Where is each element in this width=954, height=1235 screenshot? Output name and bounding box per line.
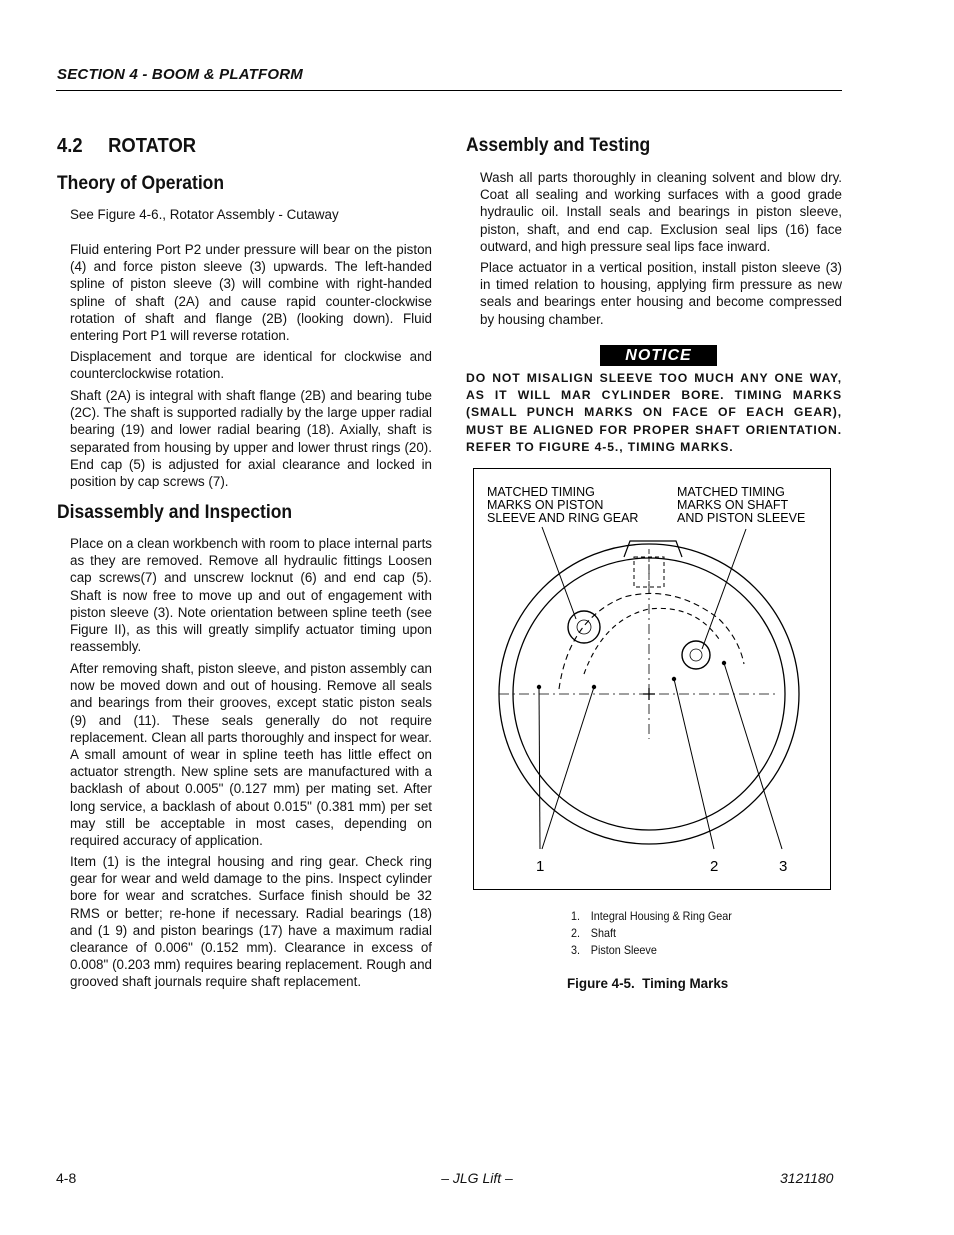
legend-number: 1. [571, 909, 581, 923]
theory-paragraph-3: Shaft (2A) is integral with shaft flange (2B) and bearing tube (2C). The shaft is supported radially by the large upper radial bearing (19) and lower radial bearing (18). Axially, shaft is separated from housing by upper and lower thrust rings (20). End cap (5) is adjusted for axial clearance and locked in position by cap screws (7). [70, 388, 432, 490]
disassembly-paragraph-1: After removing shaft, piston sleeve, and piston assembly can now be moved down and out of housing. Remove all seals and bearings from their grooves, except static piston seals (9) and (11). These seals generally do not require replacement. Clean all parts thoroughly and inspect for wear. A small amount of wear in spline teeth has little effect on actuator strength. New spline sets are manufactured with a backlash of about 0.005" (0.127 mm) per mating set. After long service, a backlash of about 0.015" (0.381 mm) per set may still be acceptable in most cases, depending on required accuracy of application. [70, 661, 432, 849]
callout-right-line-1: MATCHED TIMING [677, 485, 785, 499]
notice-text: DO NOT MISALIGN SLEEVE TOO MUCH ANY ONE WAY, AS IT WILL MAR CYLINDER BORE. TIMING MARKS (SMALL PUNCH MARKS ON FACE OF EACH GEAR), MUST BE ALIGNED FOR PROPER SHAFT ORIENTATION. REFER TO FIGURE 4-5., TIMING MARKS. [466, 371, 842, 454]
leader-1b [542, 687, 594, 849]
item-number-1: 1 [536, 858, 545, 875]
page-number: 4-8 [56, 1170, 77, 1186]
legend-item [571, 925, 732, 942]
section-header: SECTION 4 - BOOM & PLATFORM [57, 66, 303, 83]
leader-left-callout [542, 527, 576, 619]
timing-marks-drawing [474, 469, 830, 889]
theory-paragraph-2: Displacement and torque are identical for clockwise and counterclockwise rotation. [70, 349, 432, 382]
leader-2 [674, 679, 714, 849]
legend-item [571, 942, 732, 959]
legend-label: Piston Sleeve [590, 943, 657, 957]
theory-paragraph-1: Fluid entering Port P2 under pressure will bear on the piston (4) and force piston sleeve (3) upwards. The left-handed spline of piston sleeve (3) will combine with right-handed spline of shaft (2A) and cause rapid counter-clockwise rotation of shaft and flange (2B) (looking down). Fluid entering Port P1 will reverse rotation. [70, 242, 432, 344]
leader-right-callout [702, 529, 746, 649]
ring-gear-teeth [559, 593, 744, 689]
callout-left-line-3: SLEEVE AND RING GEAR [487, 511, 639, 525]
item-number-3: 3 [779, 858, 788, 875]
item-number-2: 2 [710, 858, 719, 875]
legend-label: Integral Housing & Ring Gear [590, 909, 732, 923]
callout-left-line-1: MATCHED TIMING [487, 485, 595, 499]
assembly-paragraph-0: Wash all parts thoroughly in cleaning solvent and blow dry. Coat all sealing and working surfaces with a good grade hydraulic oil. Install seals and bearings in piston sleeve, piston, shaft, and end cap. Exclusion seal lips (16) face outward, and high pressure seal lips face inward. [480, 170, 842, 254]
assembly-heading: Assembly and Testing [466, 135, 651, 156]
theory-heading: Theory of Operation [57, 173, 225, 194]
timing-gear-right [682, 641, 710, 669]
footer-center: – JLG Lift – [441, 1170, 513, 1186]
legend-item [571, 908, 732, 925]
main-heading: 4.2 ROTATOR [57, 135, 197, 157]
leader-3 [724, 663, 782, 849]
figure-legend [571, 908, 750, 959]
disassembly-paragraph-0: Place on a clean workbench with room to place internal parts as they are removed. Remove all hydraulic fittings Loosen cap screws(7) and unscrew locknut (6) and end cap (5). Shaft is now free to move up and out of engagement with piston sleeve (3). Note orientation between spline teeth (see Figure II), as this will greatly simplify actuator timing upon reassembly. [70, 536, 432, 655]
legend-number: 3. [571, 943, 581, 957]
timing-gear-left [568, 611, 600, 643]
figure-caption: Figure 4-5. Timing Marks [567, 976, 729, 991]
disassembly-heading: Disassembly and Inspection [57, 502, 293, 523]
leader-1a [539, 687, 540, 849]
legend-number: 2. [571, 926, 581, 940]
timing-marks-figure [473, 468, 831, 890]
header-rule [56, 90, 842, 91]
callout-left-line-2: MARKS ON PISTON [487, 498, 604, 512]
theory-paragraph-0: See Figure 4-6., Rotator Assembly - Cutaway [70, 207, 339, 222]
document-number: 3121180 [780, 1170, 834, 1186]
disassembly-paragraph-2: Item (1) is the integral housing and ring gear. Check ring gear for wear and weld damage to the pins. Inspect cylinder bore for wear and scratches. Surface finish should be 32 RMS or better; re-hone if necessary. Radial bearings (18) and (1 9) and piston bearings (17) have a maximum radial clearance of 0.006" (0.152 mm). Clearance in excess of 0.008" (0.203 mm) requires bearing replacement. Rough and grooved shaft journals require shaft replacement. [70, 854, 432, 990]
legend-label: Shaft [590, 926, 617, 940]
assembly-paragraph-1: Place actuator in a vertical position, install piston sleeve (3) in timed relation to housing, applying firm pressure as new seals and bearings enter housing and become compressed by housing chamber. [480, 260, 842, 327]
notice-badge: NOTICE [600, 345, 717, 366]
callout-right-line-2: MARKS ON SHAFT [677, 498, 789, 512]
port-boss [624, 541, 682, 557]
callout-right-line-3: AND PISTON SLEEVE [677, 511, 806, 525]
